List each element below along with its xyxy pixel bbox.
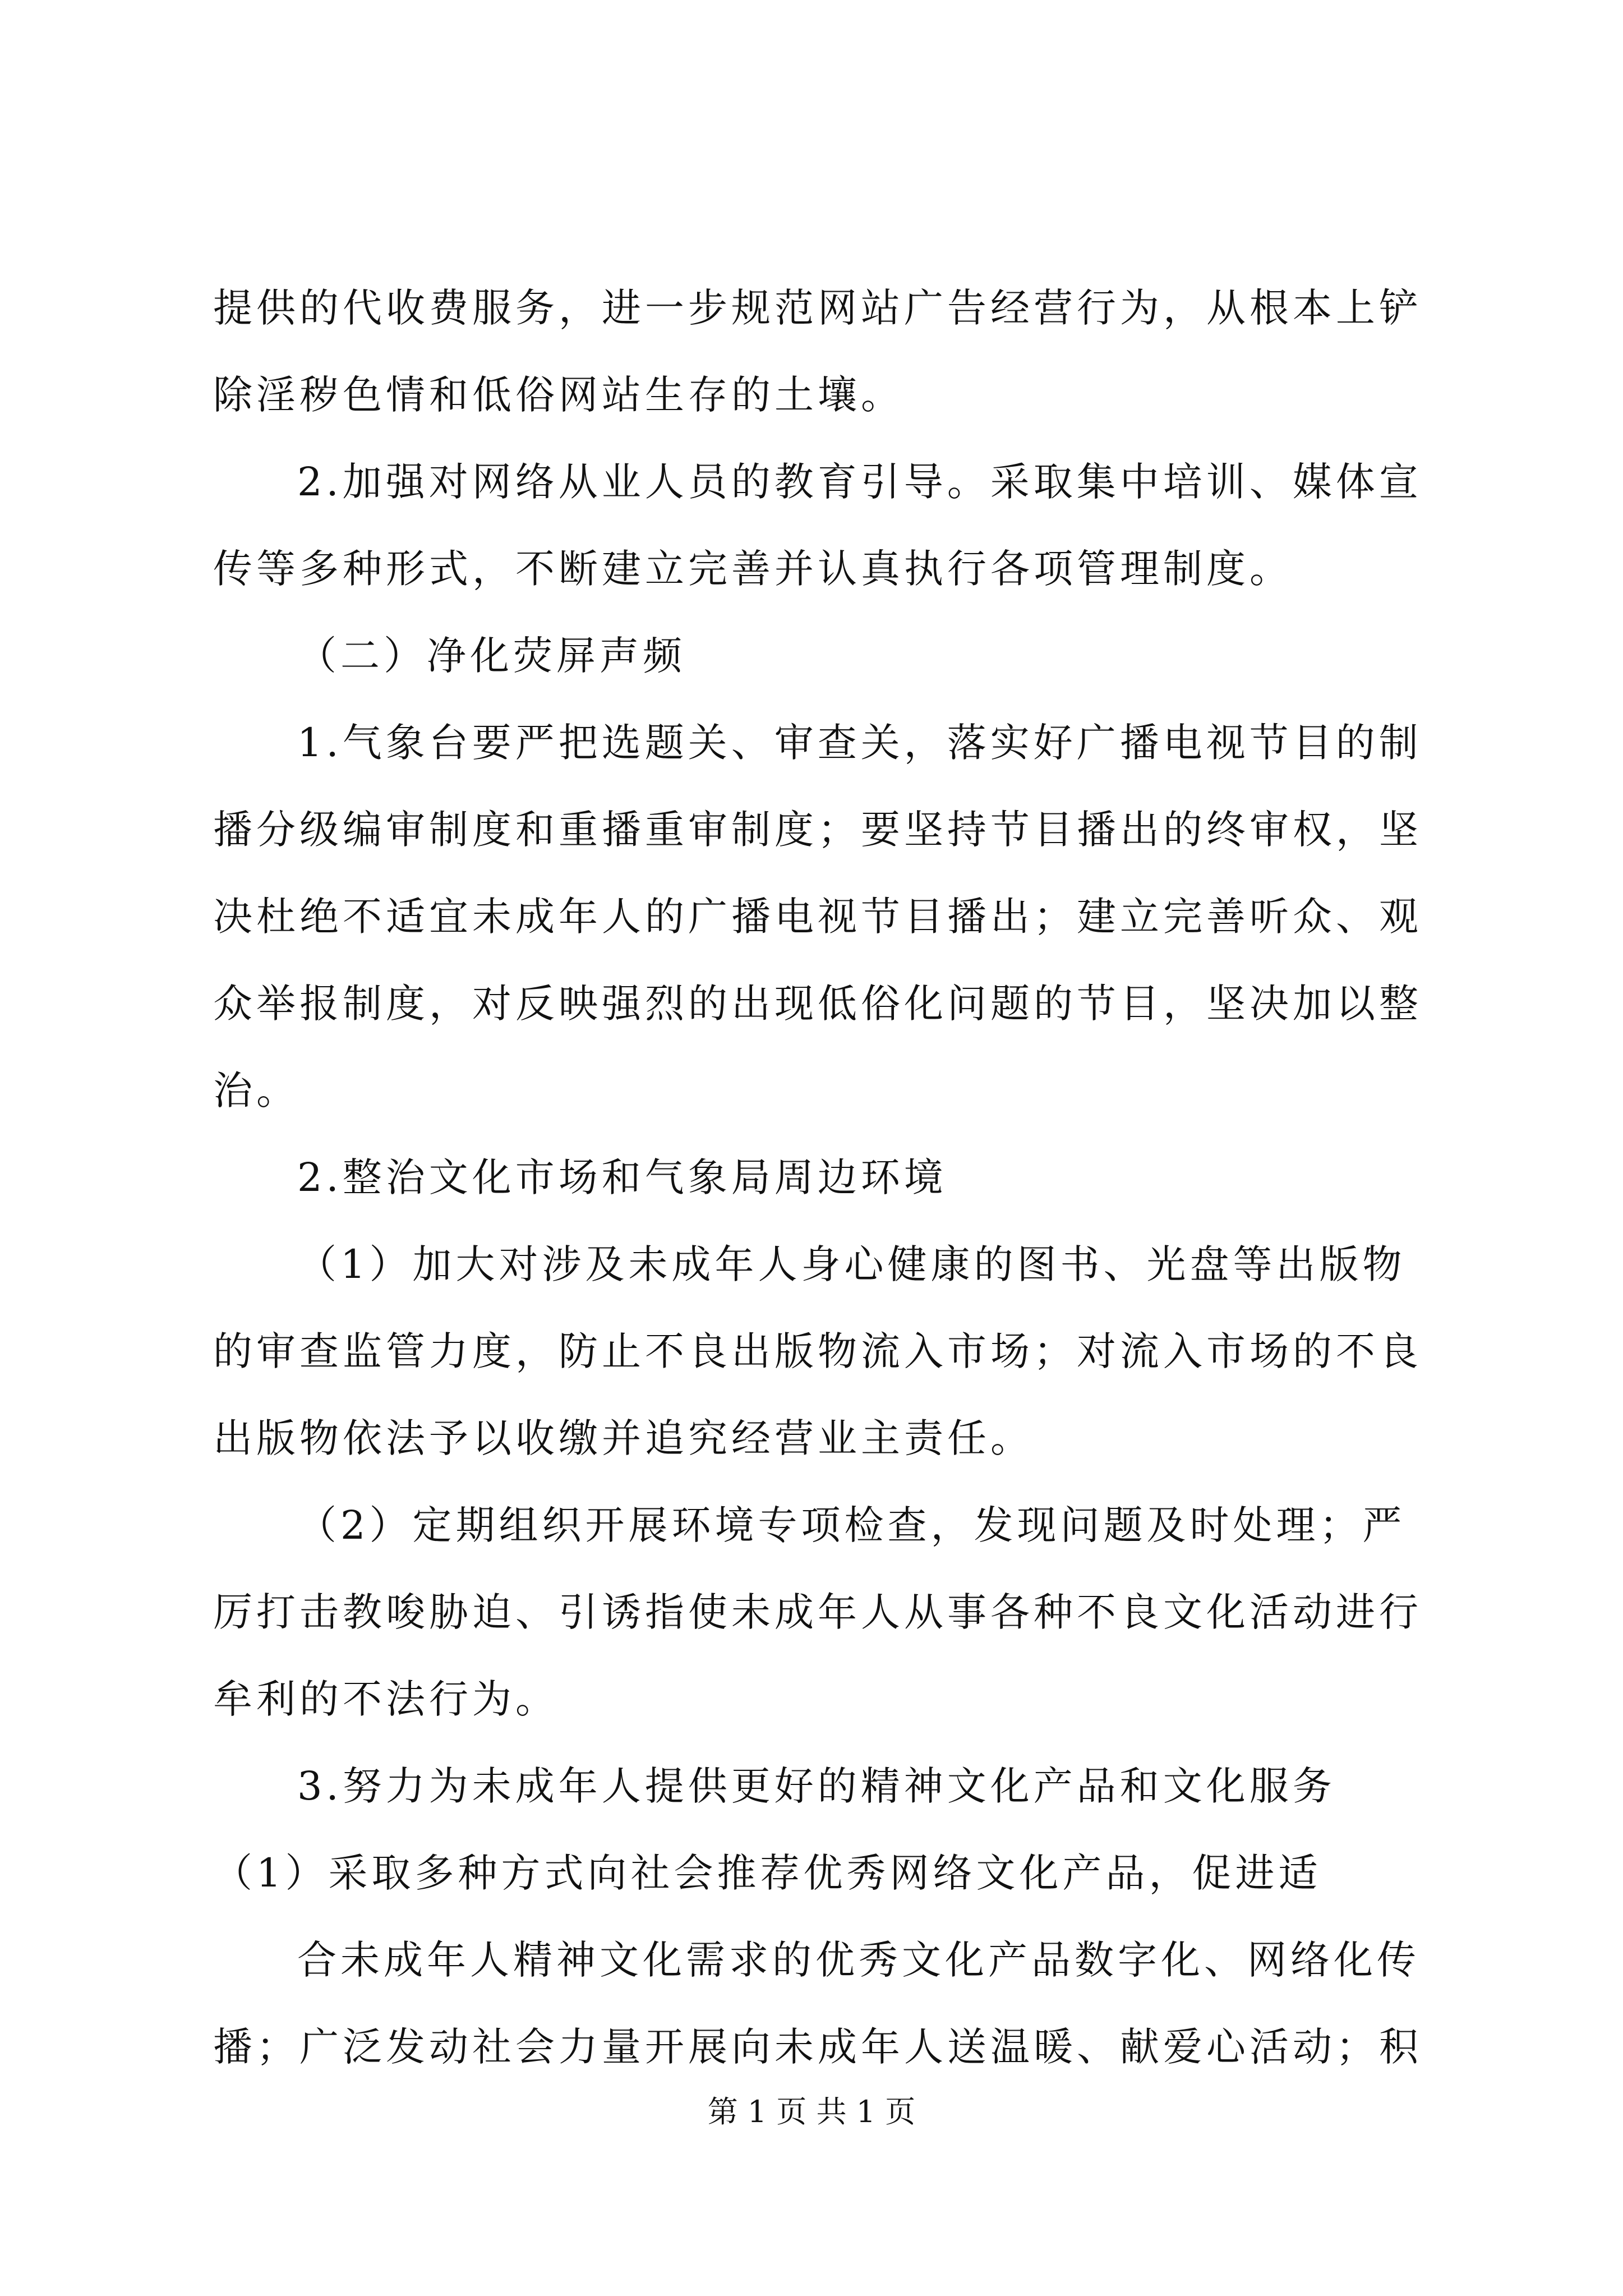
subheading-2: 2.整治文化市场和气象局周边环境 — [297, 1154, 947, 1200]
paragraph-5: （2）定期组织开展环境专项检查，发现问题及时处理；严厉打击教唆胁迫、引诱指使未成年人从事各种不良文化活动进行牟利的不法行为。 — [213, 1502, 1422, 1722]
page-number-label: 第 1 页 共 1 页 — [707, 2094, 916, 2129]
paragraph-7: 合未成年人精神文化需求的优秀文化产品数字化、网络化传播；广泛发动社会力量开展向未成年人送温暖、献爱心活动；积 — [213, 1937, 1422, 2070]
paragraph-6: 3.努力为未成年人提供更好的精神文化产品和文化服务（1）采取多种方式向社会推荐优秀网络文化产品，促进适 — [213, 1763, 1336, 1896]
paragraph-1: 提供的代收费服务，进一步规范网站广告经营行为，从根本上铲除淫秽色情和低俗网站生存的土壤。 — [213, 285, 1422, 418]
paragraph-4: （1）加大对涉及未成年人身心健康的图书、光盘等出版物的审查监管力度，防止不良出版物流入市场；对流入市场的不良出版物依法予以收缴并追究经营业主责任。 — [213, 1241, 1422, 1461]
page-footer — [0, 2092, 1623, 2132]
document-body — [213, 265, 1424, 2091]
section-heading-2: （二）净化荧屏声频 — [297, 633, 686, 679]
paragraph-2: 2.加强对网络从业人员的教育引导。采取集中培训、媒体宣传等多种形式，不断建立完善并认真执行各项管理制度。 — [213, 459, 1422, 592]
paragraph-3: 1.气象台要严把选题关、审查关，落实好广播电视节目的制播分级编审制度和重播重审制度；要坚持节目播出的终审权，坚决杜绝不适宜未成年人的广播电视节目播出；建立完善听众、观众举报制度，对反映强烈的出现低俗化问题的节目，坚决加以整治。 — [213, 720, 1422, 1114]
